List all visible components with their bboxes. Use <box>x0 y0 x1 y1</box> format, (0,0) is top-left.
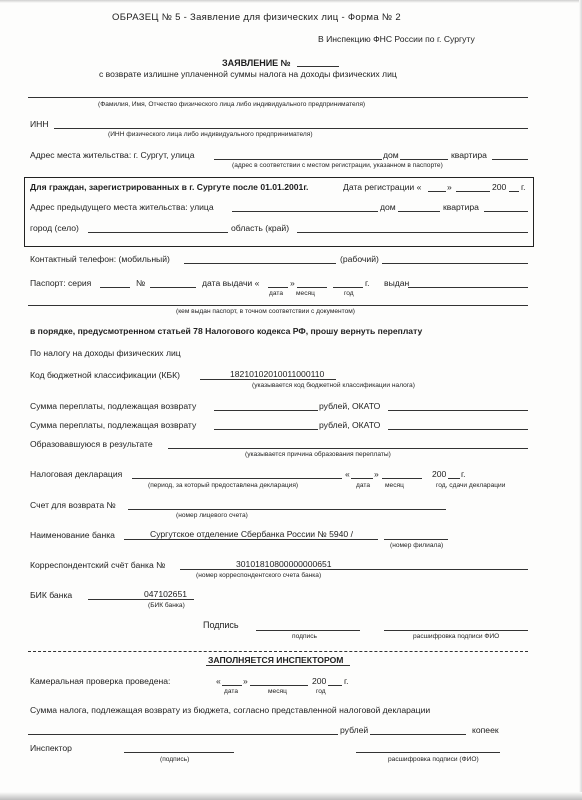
refund-amount-rub-field[interactable] <box>28 734 338 735</box>
scan-edge-bottom <box>0 792 582 800</box>
passport-issuer-field[interactable] <box>408 287 528 288</box>
refund-account-hint: (номер лицевого счета) <box>176 512 248 519</box>
passport-issued-label: выдан <box>384 278 410 288</box>
declaration-date-hint: дата <box>356 482 370 489</box>
corr-account-field[interactable] <box>180 569 528 570</box>
prev-address-label: Адрес предыдущего места жительства: улица <box>30 202 214 212</box>
audit-label: Камеральная проверка проведена: <box>30 676 171 686</box>
passport-quote: » <box>290 278 295 288</box>
declaration-month-hint: месяц <box>385 482 404 489</box>
work-phone-field[interactable] <box>382 263 528 264</box>
declaration-year-hint: год, сдачи декларации <box>436 482 506 489</box>
signature-field[interactable] <box>256 630 360 631</box>
inspector-heading: ЗАПОЛНЯЕТСЯ ИНСПЕКТОРОМ <box>208 655 344 665</box>
address-label: Адрес места жительства: г. Сургут, улица <box>30 150 195 160</box>
registration-heading: Для граждан, зарегистрированных в г. Сургуте после 01.01.2001г. <box>30 182 309 192</box>
reason-field[interactable] <box>168 448 528 449</box>
address-hint: (адрес в соответствии с местом регистрации, указанном в паспорте) <box>232 162 443 169</box>
phone-label: Контактный телефон: (мобильный) <box>30 254 170 264</box>
inn-field[interactable] <box>54 128 528 129</box>
passport-issuer-hint: (кем выдан паспорт, в точном соответствии с документом) <box>176 308 356 315</box>
region-field[interactable] <box>297 232 528 233</box>
form-title: ОБРАЗЕЦ № 5 - Заявление для физических лиц - Форма № 2 <box>112 12 401 23</box>
audit-year-suffix: г. <box>344 676 349 686</box>
overpayment-sum-label-1: Сумма переплаты, подлежащая возврату <box>30 401 197 411</box>
okato-field-1[interactable] <box>388 410 528 411</box>
registration-day-field[interactable] <box>428 191 446 192</box>
bik-hint: (БИК банка) <box>148 602 185 609</box>
audit-quote-open: « <box>216 676 221 686</box>
region-label: область (край) <box>231 223 290 233</box>
inspector-signature-field[interactable] <box>124 752 234 753</box>
declaration-label: Налоговая декларация <box>30 469 123 479</box>
audit-year: 200 <box>312 676 327 686</box>
passport-number-label: № <box>136 278 146 288</box>
audit-day-field[interactable] <box>222 685 242 686</box>
declaration-month-field[interactable] <box>382 478 422 479</box>
passport-issuer-field-2[interactable] <box>28 305 528 306</box>
kbk-value: 18210102010011000110 <box>230 369 325 379</box>
prev-flat-field[interactable] <box>484 211 528 212</box>
flat-label: квартира <box>451 150 487 160</box>
bik-label: БИК банка <box>30 590 73 600</box>
audit-year-field[interactable] <box>328 685 342 686</box>
inspector-decode-field[interactable] <box>356 752 500 753</box>
scan-edge-top <box>0 0 582 3</box>
passport-series-field[interactable] <box>100 287 130 288</box>
audit-year-hint: год <box>316 688 326 695</box>
inspector-sign-hint: (подпись) <box>160 756 190 763</box>
bank-name-value: Сургутское отделение Сбербанка России № 5940 / <box>150 529 353 539</box>
fio-field[interactable] <box>28 97 528 98</box>
refund-amount-text: Сумма налога, подлежащая возврату из бюджета, согласно представленной налоговой декларации <box>30 705 431 715</box>
house-field[interactable] <box>400 159 448 160</box>
registration-year-field[interactable] <box>509 191 519 192</box>
kbk-label: Код бюджетной классификации (КБК) <box>30 370 181 380</box>
passport-issue-year-field[interactable] <box>333 287 363 288</box>
signature-decode-field[interactable] <box>384 630 528 631</box>
tax-office-recipient: В Инспекцию ФНС России по г. Сургуту <box>318 34 475 44</box>
reason-hint: (указывается причина образования переплаты) <box>245 451 391 458</box>
passport-number-field[interactable] <box>150 287 196 288</box>
prev-house-label: дом <box>380 202 396 212</box>
audit-month-hint: месяц <box>268 688 287 695</box>
declaration-year: 200 <box>432 469 447 479</box>
kopecks-label: копеек <box>472 725 499 735</box>
okato-field-2[interactable] <box>388 429 528 430</box>
work-phone-label: (рабочий) <box>340 254 379 264</box>
tax-type-label: По налогу на доходы физических лиц <box>30 348 181 358</box>
audit-month-field[interactable] <box>250 685 308 686</box>
registration-month-field[interactable] <box>456 191 490 192</box>
signature-decode-hint: расшифровка подписи ФИО <box>413 633 500 640</box>
prev-house-field[interactable] <box>398 211 440 212</box>
passport-year-hint: год <box>344 290 354 297</box>
rubles-label: рублей <box>340 725 369 735</box>
audit-date-hint: дата <box>224 688 238 695</box>
street-field[interactable] <box>214 159 382 160</box>
corr-account-value: 30101810800000000651 <box>236 559 332 569</box>
reason-label: Образовавшуюся в результате <box>30 439 153 449</box>
declaration-period-field[interactable] <box>132 478 342 479</box>
declaration-year-field[interactable] <box>448 478 460 479</box>
bank-branch-hint: (номер филиала) <box>390 542 444 549</box>
passport-series-label: Паспорт: серия <box>30 278 92 288</box>
overpayment-sum-field-2[interactable] <box>214 429 318 430</box>
rub-okato-label-2: рублей, ОКАТО <box>319 420 381 430</box>
inspector-decode-hint: расшифровка подписи (ФИО) <box>388 756 479 763</box>
house-label: дом <box>383 150 399 160</box>
corr-account-label: Корреспондентский счёт банка № <box>30 560 166 570</box>
declaration-quote-close: » <box>374 469 379 479</box>
refund-request-statement: в порядке, предусмотренном статьей 78 Налогового кодекса РФ, прошу вернуть переплату <box>30 326 423 336</box>
corr-account-hint: (номер корреспондентского счета банка) <box>196 572 322 579</box>
passport-issue-label: дата выдачи « <box>202 278 260 288</box>
bank-branch-field[interactable] <box>384 539 448 540</box>
city-label: город (село) <box>30 223 79 233</box>
application-number-field[interactable] <box>297 66 339 67</box>
flat-field[interactable] <box>492 159 528 160</box>
application-subject: с возврате излишне уплаченной суммы налога на доходы физических лиц <box>99 69 397 79</box>
declaration-period-hint: (период, за который предоставлена декларация) <box>148 482 299 489</box>
inspector-label: Инспектор <box>30 743 72 753</box>
city-field[interactable] <box>88 232 228 233</box>
refund-amount-kop-field[interactable] <box>370 734 466 735</box>
inn-label: ИНН <box>30 119 49 129</box>
bank-name-label: Наименование банка <box>30 530 115 540</box>
signature-label: Подпись <box>203 620 239 630</box>
prev-street-field[interactable] <box>232 211 378 212</box>
declaration-year-suffix: г. <box>461 469 466 479</box>
registration-year-suffix: г. <box>521 182 526 192</box>
passport-month-hint: месяц <box>296 290 315 297</box>
bik-value: 047102651 <box>144 589 188 599</box>
rub-okato-label-1: рублей, ОКАТО <box>319 401 381 411</box>
registration-quote: » <box>447 182 452 192</box>
refund-account-field[interactable] <box>128 509 446 510</box>
declaration-day-field[interactable] <box>351 478 373 479</box>
inn-hint: (ИНН физического лица либо индивидуального предпринимателя) <box>108 131 313 138</box>
fio-hint: (Фамилия, Имя, Отчество физического лица либо индивидуального предпринимателя) <box>98 101 366 108</box>
prev-flat-label: квартира <box>443 202 479 212</box>
overpayment-sum-label-2: Сумма переплаты, подлежащая возврату <box>30 420 197 430</box>
registration-year: 200 <box>492 182 507 192</box>
refund-account-label: Счет для возврата № <box>30 500 116 510</box>
passport-year-suffix: г. <box>365 278 370 288</box>
kbk-hint: (указывается код бюджетной классификации налога) <box>252 382 415 389</box>
mobile-phone-field[interactable] <box>184 263 336 264</box>
signature-hint: подпись <box>292 633 317 640</box>
inspector-heading-underline <box>206 665 350 666</box>
passport-date-hint: дата <box>269 290 283 297</box>
declaration-quote-open: « <box>345 469 350 479</box>
application-title: ЗАЯВЛЕНИЕ № <box>222 58 291 68</box>
passport-issue-day-field[interactable] <box>268 287 288 288</box>
registration-date-label: Дата регистрации « <box>343 182 422 192</box>
overpayment-sum-field-1[interactable] <box>214 410 318 411</box>
passport-issue-month-field[interactable] <box>297 287 327 288</box>
inspector-divider <box>28 651 528 652</box>
audit-quote-close: » <box>243 676 248 686</box>
